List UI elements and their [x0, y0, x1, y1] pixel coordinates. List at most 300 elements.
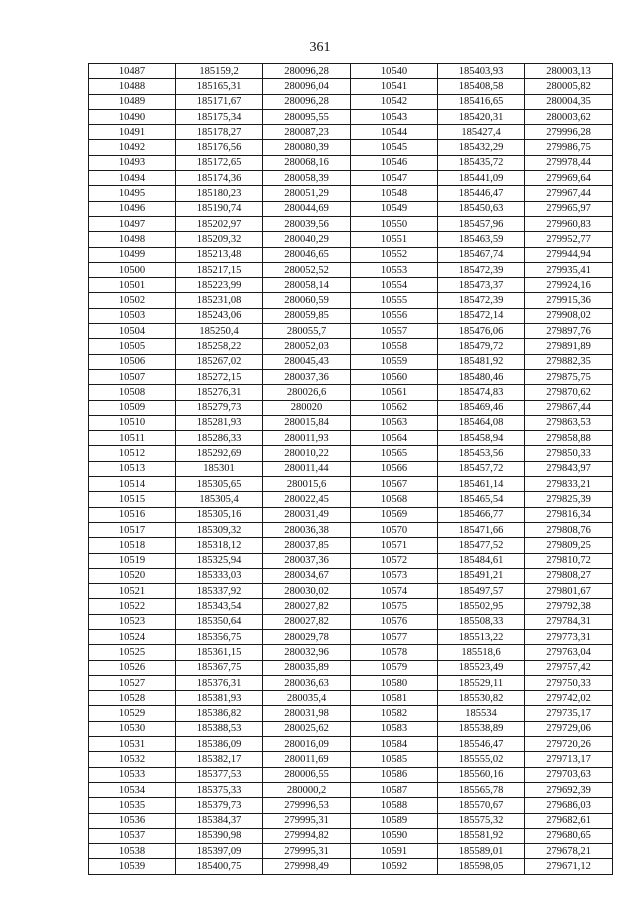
- point-id-cell: 10492: [89, 140, 176, 155]
- y-coordinate-cell: 279944,94: [525, 247, 613, 262]
- y-coordinate-cell: 280036,38: [263, 522, 351, 537]
- point-id-cell: 10551: [351, 232, 438, 247]
- point-id-cell: 10526: [89, 660, 176, 675]
- point-id-cell: 10548: [351, 186, 438, 201]
- y-coordinate-cell: 279682,61: [525, 813, 613, 828]
- y-coordinate-cell: 279671,12: [525, 859, 613, 874]
- y-coordinate-cell: 280004,35: [525, 94, 613, 109]
- x-coordinate-cell: 185513,22: [438, 629, 525, 644]
- table-row: [89, 477, 613, 492]
- table-row: [89, 400, 613, 415]
- x-coordinate-cell: 185570,67: [438, 798, 525, 813]
- y-coordinate-cell: 280045,43: [263, 354, 351, 369]
- x-coordinate-cell: 185388,53: [176, 721, 263, 736]
- y-coordinate-cell: 280035,4: [263, 691, 351, 706]
- point-id-cell: 10497: [89, 216, 176, 231]
- x-coordinate-cell: 185379,73: [176, 798, 263, 813]
- table-row: [89, 737, 613, 752]
- table-row: [89, 186, 613, 201]
- point-id-cell: 10552: [351, 247, 438, 262]
- point-id-cell: 10512: [89, 446, 176, 461]
- point-id-cell: 10544: [351, 125, 438, 140]
- y-coordinate-cell: 279952,77: [525, 232, 613, 247]
- x-coordinate-cell: 185473,37: [438, 278, 525, 293]
- y-coordinate-cell: 280087,23: [263, 125, 351, 140]
- table-row: [89, 247, 613, 262]
- y-coordinate-cell: 279882,35: [525, 354, 613, 369]
- y-coordinate-cell: 280020: [263, 400, 351, 415]
- y-coordinate-cell: 280055,7: [263, 324, 351, 339]
- point-id-cell: 10553: [351, 262, 438, 277]
- x-coordinate-cell: 185560,16: [438, 767, 525, 782]
- y-coordinate-cell: 279908,02: [525, 308, 613, 323]
- y-coordinate-cell: 279703,63: [525, 767, 613, 782]
- y-coordinate-cell: 279816,34: [525, 507, 613, 522]
- x-coordinate-cell: 185427,4: [438, 125, 525, 140]
- table-row: [89, 553, 613, 568]
- x-coordinate-cell: 185180,23: [176, 186, 263, 201]
- x-coordinate-cell: 185165,31: [176, 79, 263, 94]
- table-row: [89, 461, 613, 476]
- y-coordinate-cell: 280022,45: [263, 492, 351, 507]
- x-coordinate-cell: 185461,14: [438, 477, 525, 492]
- x-coordinate-cell: 185523,49: [438, 660, 525, 675]
- x-coordinate-cell: 185337,92: [176, 584, 263, 599]
- y-coordinate-cell: 279773,31: [525, 629, 613, 644]
- x-coordinate-cell: 185305,4: [176, 492, 263, 507]
- table-row: [89, 216, 613, 231]
- table-row: [89, 293, 613, 308]
- y-coordinate-cell: 280040,29: [263, 232, 351, 247]
- table-row: [89, 125, 613, 140]
- point-id-cell: 10542: [351, 94, 438, 109]
- y-coordinate-cell: 280025,62: [263, 721, 351, 736]
- point-id-cell: 10506: [89, 354, 176, 369]
- x-coordinate-cell: 185598,05: [438, 859, 525, 874]
- point-id-cell: 10518: [89, 538, 176, 553]
- table-row: [89, 706, 613, 721]
- point-id-cell: 10510: [89, 415, 176, 430]
- y-coordinate-cell: 280058,39: [263, 171, 351, 186]
- y-coordinate-cell: 280015,6: [263, 477, 351, 492]
- table-row: [89, 660, 613, 675]
- y-coordinate-cell: 279833,21: [525, 477, 613, 492]
- y-coordinate-cell: 279810,72: [525, 553, 613, 568]
- x-coordinate-cell: 185589,01: [438, 844, 525, 859]
- x-coordinate-cell: 185518,6: [438, 645, 525, 660]
- y-coordinate-cell: 279969,64: [525, 171, 613, 186]
- point-id-cell: 10528: [89, 691, 176, 706]
- x-coordinate-cell: 185432,29: [438, 140, 525, 155]
- table-row: [89, 446, 613, 461]
- y-coordinate-cell: 280037,36: [263, 553, 351, 568]
- x-coordinate-cell: 185479,72: [438, 339, 525, 354]
- x-coordinate-cell: 185377,53: [176, 767, 263, 782]
- point-id-cell: 10573: [351, 568, 438, 583]
- point-id-cell: 10508: [89, 385, 176, 400]
- point-id-cell: 10505: [89, 339, 176, 354]
- point-id-cell: 10579: [351, 660, 438, 675]
- point-id-cell: 10539: [89, 859, 176, 874]
- table-row: [89, 232, 613, 247]
- x-coordinate-cell: 185466,77: [438, 507, 525, 522]
- x-coordinate-cell: 185467,74: [438, 247, 525, 262]
- x-coordinate-cell: 185176,56: [176, 140, 263, 155]
- y-coordinate-cell: 279995,31: [263, 813, 351, 828]
- y-coordinate-cell: 279742,02: [525, 691, 613, 706]
- y-coordinate-cell: 279825,39: [525, 492, 613, 507]
- x-coordinate-cell: 185497,57: [438, 584, 525, 599]
- x-coordinate-cell: 185272,15: [176, 369, 263, 384]
- point-id-cell: 10524: [89, 629, 176, 644]
- x-coordinate-cell: 185361,15: [176, 645, 263, 660]
- point-id-cell: 10538: [89, 844, 176, 859]
- x-coordinate-cell: 185575,32: [438, 813, 525, 828]
- y-coordinate-cell: 279960,83: [525, 216, 613, 231]
- y-coordinate-cell: 280016,09: [263, 737, 351, 752]
- table-row: [89, 369, 613, 384]
- point-id-cell: 10521: [89, 584, 176, 599]
- point-id-cell: 10494: [89, 171, 176, 186]
- point-id-cell: 10569: [351, 507, 438, 522]
- point-id-cell: 10566: [351, 461, 438, 476]
- x-coordinate-cell: 185476,06: [438, 324, 525, 339]
- y-coordinate-cell: 279996,28: [525, 125, 613, 140]
- y-coordinate-cell: 279808,27: [525, 568, 613, 583]
- x-coordinate-cell: 185325,94: [176, 553, 263, 568]
- y-coordinate-cell: 279735,17: [525, 706, 613, 721]
- x-coordinate-cell: 185581,92: [438, 828, 525, 843]
- table-row: [89, 415, 613, 430]
- point-id-cell: 10555: [351, 293, 438, 308]
- x-coordinate-cell: 185381,93: [176, 691, 263, 706]
- y-coordinate-cell: 279801,67: [525, 584, 613, 599]
- coordinates-table-body: [89, 64, 613, 875]
- table-row: [89, 354, 613, 369]
- table-row: [89, 782, 613, 797]
- x-coordinate-cell: 185171,67: [176, 94, 263, 109]
- y-coordinate-cell: 280044,69: [263, 201, 351, 216]
- point-id-cell: 10523: [89, 614, 176, 629]
- table-row: [89, 798, 613, 813]
- y-coordinate-cell: 280052,52: [263, 262, 351, 277]
- table-row: [89, 324, 613, 339]
- y-coordinate-cell: 279678,21: [525, 844, 613, 859]
- table-row: [89, 385, 613, 400]
- y-coordinate-cell: 280036,63: [263, 675, 351, 690]
- y-coordinate-cell: 279792,38: [525, 599, 613, 614]
- y-coordinate-cell: 280080,39: [263, 140, 351, 155]
- y-coordinate-cell: 280058,14: [263, 278, 351, 293]
- point-id-cell: 10525: [89, 645, 176, 660]
- point-id-cell: 10556: [351, 308, 438, 323]
- y-coordinate-cell: 279870,62: [525, 385, 613, 400]
- point-id-cell: 10498: [89, 232, 176, 247]
- x-coordinate-cell: 185333,03: [176, 568, 263, 583]
- y-coordinate-cell: 280003,62: [525, 109, 613, 124]
- table-row: [89, 752, 613, 767]
- point-id-cell: 10582: [351, 706, 438, 721]
- x-coordinate-cell: 185529,11: [438, 675, 525, 690]
- x-coordinate-cell: 185400,75: [176, 859, 263, 874]
- y-coordinate-cell: 279713,17: [525, 752, 613, 767]
- point-id-cell: 10574: [351, 584, 438, 599]
- x-coordinate-cell: 185403,93: [438, 64, 525, 79]
- x-coordinate-cell: 185457,72: [438, 461, 525, 476]
- x-coordinate-cell: 185267,02: [176, 354, 263, 369]
- x-coordinate-cell: 185305,65: [176, 477, 263, 492]
- table-row: [89, 492, 613, 507]
- table-row: [89, 767, 613, 782]
- point-id-cell: 10591: [351, 844, 438, 859]
- x-coordinate-cell: 185174,36: [176, 171, 263, 186]
- point-id-cell: 10488: [89, 79, 176, 94]
- x-coordinate-cell: 185469,46: [438, 400, 525, 415]
- point-id-cell: 10500: [89, 262, 176, 277]
- point-id-cell: 10530: [89, 721, 176, 736]
- x-coordinate-cell: 185450,63: [438, 201, 525, 216]
- y-coordinate-cell: 280051,29: [263, 186, 351, 201]
- x-coordinate-cell: 185376,31: [176, 675, 263, 690]
- y-coordinate-cell: 280015,84: [263, 415, 351, 430]
- point-id-cell: 10540: [351, 64, 438, 79]
- y-coordinate-cell: 280010,22: [263, 446, 351, 461]
- point-id-cell: 10504: [89, 324, 176, 339]
- x-coordinate-cell: 185458,94: [438, 431, 525, 446]
- y-coordinate-cell: 280027,82: [263, 599, 351, 614]
- point-id-cell: 10503: [89, 308, 176, 323]
- point-id-cell: 10507: [89, 369, 176, 384]
- y-coordinate-cell: 279891,89: [525, 339, 613, 354]
- table-row: [89, 278, 613, 293]
- x-coordinate-cell: 185441,09: [438, 171, 525, 186]
- point-id-cell: 10487: [89, 64, 176, 79]
- point-id-cell: 10549: [351, 201, 438, 216]
- y-coordinate-cell: 279750,33: [525, 675, 613, 690]
- x-coordinate-cell: 185534: [438, 706, 525, 721]
- point-id-cell: 10532: [89, 752, 176, 767]
- point-id-cell: 10578: [351, 645, 438, 660]
- y-coordinate-cell: 279994,82: [263, 828, 351, 843]
- y-coordinate-cell: 279809,25: [525, 538, 613, 553]
- y-coordinate-cell: 279897,76: [525, 324, 613, 339]
- x-coordinate-cell: 185477,52: [438, 538, 525, 553]
- x-coordinate-cell: 185190,74: [176, 201, 263, 216]
- point-id-cell: 10515: [89, 492, 176, 507]
- y-coordinate-cell: 280034,67: [263, 568, 351, 583]
- point-id-cell: 10522: [89, 599, 176, 614]
- y-coordinate-cell: 279858,88: [525, 431, 613, 446]
- x-coordinate-cell: 185286,33: [176, 431, 263, 446]
- point-id-cell: 10565: [351, 446, 438, 461]
- point-id-cell: 10580: [351, 675, 438, 690]
- x-coordinate-cell: 185318,12: [176, 538, 263, 553]
- table-row: [89, 308, 613, 323]
- point-id-cell: 10502: [89, 293, 176, 308]
- x-coordinate-cell: 185474,83: [438, 385, 525, 400]
- point-id-cell: 10577: [351, 629, 438, 644]
- point-id-cell: 10516: [89, 507, 176, 522]
- x-coordinate-cell: 185202,97: [176, 216, 263, 231]
- point-id-cell: 10575: [351, 599, 438, 614]
- x-coordinate-cell: 185281,93: [176, 415, 263, 430]
- y-coordinate-cell: 279967,44: [525, 186, 613, 201]
- y-coordinate-cell: 280037,85: [263, 538, 351, 553]
- x-coordinate-cell: 185565,78: [438, 782, 525, 797]
- x-coordinate-cell: 185305,16: [176, 507, 263, 522]
- point-id-cell: 10513: [89, 461, 176, 476]
- x-coordinate-cell: 185435,72: [438, 155, 525, 170]
- point-id-cell: 10562: [351, 400, 438, 415]
- y-coordinate-cell: 280026,6: [263, 385, 351, 400]
- table-row: [89, 94, 613, 109]
- y-coordinate-cell: 280095,55: [263, 109, 351, 124]
- x-coordinate-cell: 185343,54: [176, 599, 263, 614]
- x-coordinate-cell: 185279,73: [176, 400, 263, 415]
- table-row: [89, 568, 613, 583]
- point-id-cell: 10543: [351, 109, 438, 124]
- point-id-cell: 10567: [351, 477, 438, 492]
- y-coordinate-cell: 279965,97: [525, 201, 613, 216]
- x-coordinate-cell: 185420,31: [438, 109, 525, 124]
- x-coordinate-cell: 185250,4: [176, 324, 263, 339]
- x-coordinate-cell: 185480,46: [438, 369, 525, 384]
- point-id-cell: 10509: [89, 400, 176, 415]
- point-id-cell: 10571: [351, 538, 438, 553]
- y-coordinate-cell: 279720,26: [525, 737, 613, 752]
- point-id-cell: 10491: [89, 125, 176, 140]
- y-coordinate-cell: 280035,89: [263, 660, 351, 675]
- table-row: [89, 262, 613, 277]
- x-coordinate-cell: 185386,82: [176, 706, 263, 721]
- table-row: [89, 844, 613, 859]
- y-coordinate-cell: 280096,28: [263, 64, 351, 79]
- y-coordinate-cell: 279986,75: [525, 140, 613, 155]
- point-id-cell: 10520: [89, 568, 176, 583]
- coordinates-table: [88, 63, 613, 875]
- point-id-cell: 10557: [351, 324, 438, 339]
- table-row: [89, 828, 613, 843]
- x-coordinate-cell: 185350,64: [176, 614, 263, 629]
- x-coordinate-cell: 185457,96: [438, 216, 525, 231]
- y-coordinate-cell: 279763,04: [525, 645, 613, 660]
- x-coordinate-cell: 185502,95: [438, 599, 525, 614]
- x-coordinate-cell: 185375,33: [176, 782, 263, 797]
- point-id-cell: 10559: [351, 354, 438, 369]
- y-coordinate-cell: 279867,44: [525, 400, 613, 415]
- table-row: [89, 599, 613, 614]
- x-coordinate-cell: 185231,08: [176, 293, 263, 308]
- page-number: 361: [309, 40, 331, 55]
- x-coordinate-cell: 185367,75: [176, 660, 263, 675]
- point-id-cell: 10560: [351, 369, 438, 384]
- x-coordinate-cell: 185397,09: [176, 844, 263, 859]
- point-id-cell: 10558: [351, 339, 438, 354]
- table-row: [89, 64, 613, 79]
- point-id-cell: 10534: [89, 782, 176, 797]
- y-coordinate-cell: 279784,31: [525, 614, 613, 629]
- y-coordinate-cell: 280003,13: [525, 64, 613, 79]
- point-id-cell: 10588: [351, 798, 438, 813]
- point-id-cell: 10586: [351, 767, 438, 782]
- x-coordinate-cell: 185309,32: [176, 522, 263, 537]
- point-id-cell: 10490: [89, 109, 176, 124]
- point-id-cell: 10576: [351, 614, 438, 629]
- table-row: [89, 645, 613, 660]
- x-coordinate-cell: 185390,98: [176, 828, 263, 843]
- y-coordinate-cell: 280029,78: [263, 629, 351, 644]
- point-id-cell: 10533: [89, 767, 176, 782]
- point-id-cell: 10584: [351, 737, 438, 752]
- table-row: [89, 614, 613, 629]
- x-coordinate-cell: 185463,59: [438, 232, 525, 247]
- point-id-cell: 10536: [89, 813, 176, 828]
- x-coordinate-cell: 185175,34: [176, 109, 263, 124]
- table-row: [89, 109, 613, 124]
- point-id-cell: 10541: [351, 79, 438, 94]
- table-row: [89, 339, 613, 354]
- y-coordinate-cell: 279808,76: [525, 522, 613, 537]
- point-id-cell: 10519: [89, 553, 176, 568]
- x-coordinate-cell: 185546,47: [438, 737, 525, 752]
- x-coordinate-cell: 185301: [176, 461, 263, 476]
- x-coordinate-cell: 185292,69: [176, 446, 263, 461]
- y-coordinate-cell: 279995,31: [263, 844, 351, 859]
- point-id-cell: 10489: [89, 94, 176, 109]
- y-coordinate-cell: 279850,33: [525, 446, 613, 461]
- table-row: [89, 522, 613, 537]
- y-coordinate-cell: 280011,69: [263, 752, 351, 767]
- y-coordinate-cell: 280005,82: [525, 79, 613, 94]
- y-coordinate-cell: 279757,42: [525, 660, 613, 675]
- point-id-cell: 10499: [89, 247, 176, 262]
- point-id-cell: 10531: [89, 737, 176, 752]
- y-coordinate-cell: 280096,28: [263, 94, 351, 109]
- x-coordinate-cell: 185555,02: [438, 752, 525, 767]
- x-coordinate-cell: 185382,17: [176, 752, 263, 767]
- y-coordinate-cell: 280052,03: [263, 339, 351, 354]
- point-id-cell: 10572: [351, 553, 438, 568]
- x-coordinate-cell: 185217,15: [176, 262, 263, 277]
- y-coordinate-cell: 280059,85: [263, 308, 351, 323]
- point-id-cell: 10585: [351, 752, 438, 767]
- point-id-cell: 10583: [351, 721, 438, 736]
- x-coordinate-cell: 185481,92: [438, 354, 525, 369]
- y-coordinate-cell: 280046,65: [263, 247, 351, 262]
- x-coordinate-cell: 185538,89: [438, 721, 525, 736]
- point-id-cell: 10535: [89, 798, 176, 813]
- x-coordinate-cell: 185472,39: [438, 262, 525, 277]
- point-id-cell: 10501: [89, 278, 176, 293]
- point-id-cell: 10568: [351, 492, 438, 507]
- x-coordinate-cell: 185223,99: [176, 278, 263, 293]
- table-row: [89, 721, 613, 736]
- table-row: [89, 691, 613, 706]
- x-coordinate-cell: 185258,22: [176, 339, 263, 354]
- x-coordinate-cell: 185159,2: [176, 64, 263, 79]
- table-row: [89, 155, 613, 170]
- x-coordinate-cell: 185472,14: [438, 308, 525, 323]
- table-row: [89, 629, 613, 644]
- point-id-cell: 10495: [89, 186, 176, 201]
- x-coordinate-cell: 185213,48: [176, 247, 263, 262]
- point-id-cell: 10529: [89, 706, 176, 721]
- table-row: [89, 171, 613, 186]
- y-coordinate-cell: 279863,53: [525, 415, 613, 430]
- y-coordinate-cell: 280011,44: [263, 461, 351, 476]
- point-id-cell: 10546: [351, 155, 438, 170]
- x-coordinate-cell: 185530,82: [438, 691, 525, 706]
